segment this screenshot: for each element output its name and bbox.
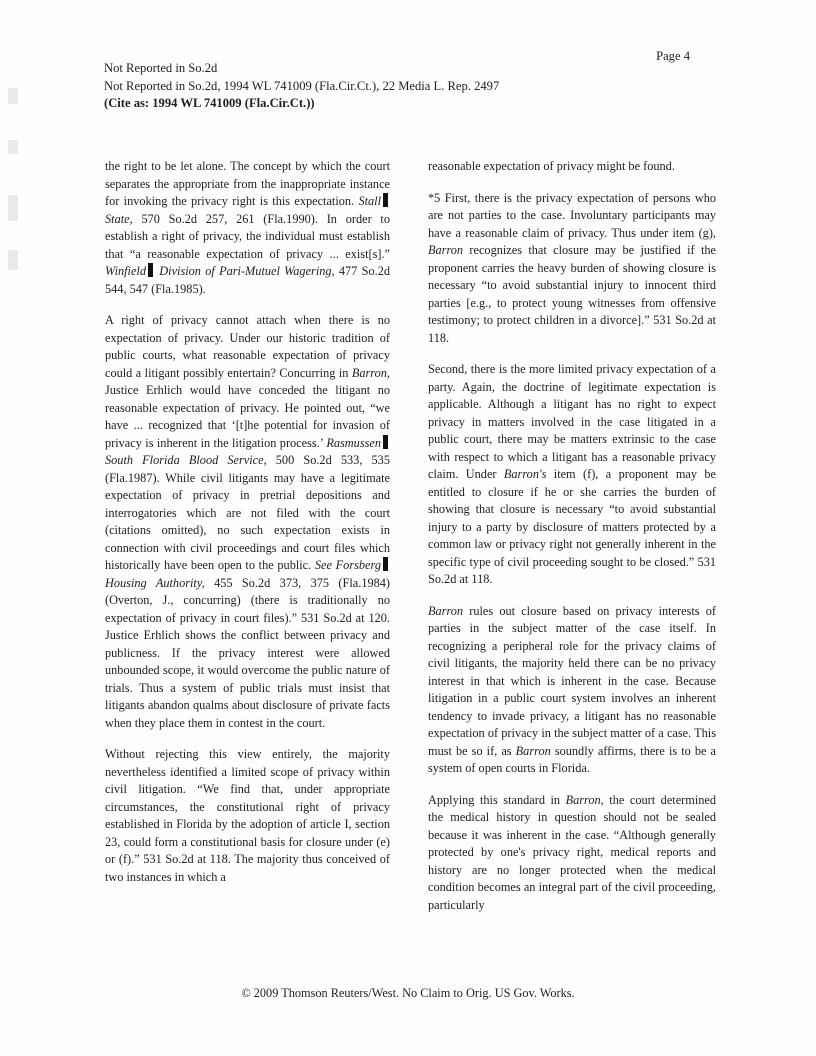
case-citation: See Forsberg [314,558,381,572]
redaction-mark [383,557,388,571]
scan-artifact [8,88,18,104]
paragraph: Second, there is the more limited privacy expectation of a party. Again, the doctrine of legitimate expectation is applicable. Although a litigant has no right to expect privacy in matters involved in the case litigated in a public court, there may be matters extrinsic to the case with respect to which a litigant has a reasonable privacy claim. Under Barron's item (f), a proponent may be entitled to closure if he or she carries the burden of showing that closure is necessary “to avoid substantial injury to a party by disclosure of matters protected by a common law or privacy right not generally inherent in the specific type of civil proceeding sought to be closed.” 531 So.2d at 118. [428,362,716,586]
scan-artifact [8,140,18,154]
case-citation: South Florida Blood Service, [105,453,267,467]
paragraph: A right of privacy cannot attach when there is no expectation of privacy. Under our historic tradition of public courts, what reasonable expectation of privacy could a litigant possibly entertain? Concurring in Barron, Justice Erhlich would have conceded the litigant no reasonable expectation of privacy. He pointed out, “we have ... recognized that ‘[t]he potential for invasion of privacy is inherent in the litigation process.’ Rasmussen South Florida Blood Service, 500 So.2d 533, 535 (Fla.1987). While civil litigants may have a legitimate expectation of privacy in pretrial depositions and interrogatories which are not filed with the court (citations omitted), no such expectation exists in connection with civil proceedings and court files which historically have been open to the public. See Forsberg Housing Authority, 455 So.2d 373, 375 (Fla.1984) (Overton, J., concurring) (there is traditionally no expectation of privacy in court files).” 531 So.2d at 120. Justice Erhlich shows the conflict between privacy and publicness. If the privacy interest were allowed unbounded scope, it would overcome the public nature of trials. Thus a system of public trials must insist that litigants abandon qualms about disclosure of private facts when they place them in contest in the court. [105,313,391,730]
right-column [428,158,716,928]
case-name: Barron [428,603,464,618]
case-citation: Division of Pari-Mutuel Wagering, [155,264,335,278]
header-citation: (Cite as: 1994 WL 741009 (Fla.Cir.Ct.)) [104,96,315,110]
paragraph: *5 First, there is the privacy expectation of persons who are not parties to the case. Involuntary participants may have a reasonable claim of privacy. Thus under item (g), Barron recognizes that closure may be justified if the proponent carries the heavy burden of showing closure is necessary “to avoid substantial injury to innocent third parties [e.g., to protect young witnesses from offensive testimony; to protect children in a divorce].” 531 So.2d at 118. [428,190,716,345]
case-citation: Housing Authority, [105,575,205,590]
case-name: Barron's [503,467,547,481]
paragraph: Applying this standard in Barron, the court determined the medical history in question should not be sealed because it was inherent in the case. “Although generally protected by one's privacy right, medical reports and history are no longer protected when the medical condition becomes an integral part of the civil proceeding, particularly [428,792,716,912]
header-line-2: Not Reported in So.2d, 1994 WL 741009 (Fla.Cir.Ct.), 22 Media L. Rep. 2497 [104,78,500,93]
case-name: Barron [515,743,551,758]
page-number: Page 4 [656,49,690,63]
case-name: Barron [428,243,464,257]
paragraph: the right to be let alone. The concept by which the court separates the appropriate from the inappropriate instance for invoking the privacy right is this expectation. Stall State, 570 So.2d 257, 261 (Fla.1990). In order to establish a right of privacy, the individual must establish that “a reasonable expectation of privacy ... exist[s].” Winfield Division of Pari-Mutuel Wagering, 477 So.2d 544, 547 (Fla.1985). [105,159,391,296]
paragraph: reasonable expectation of privacy might be found. [428,159,675,173]
case-name: Barron, [565,792,604,807]
paragraph: Barron rules out closure based on privacy interests of parties in the subject matter of the case itself. In recognizing a peripheral role for the privacy claims of civil litigants, the majority held there can be no privacy interest in that which is inherent in the case. Because litigation in a public court system involves an inherent tendency to invade privacy, a litigant has no reasonable expectation of privacy in the subject matter of a case. This must be so if, as Barron soundly affirms, there is to be a system of open courts in Florida. [428,603,717,775]
redaction-mark [148,263,153,277]
case-citation: Winfield [105,264,146,278]
header-line-1: Not Reported in So.2d [104,61,218,75]
copyright-footer: © 2009 Thomson Reuters/West. No Claim to Orig. US Gov. Works. [241,986,575,1000]
case-citation: Stall [358,194,381,208]
scan-artifact [8,195,18,221]
scan-artifact [8,250,18,270]
case-citation: Rasmussen [326,435,381,450]
paragraph: Without rejecting this view entirely, the majority nevertheless identified a limited scope of privacy within civil litigation. “We find that, under appropriate circumstances, the constitutional right of privacy established in Florida by the adoption of article I, section 23, could form a constitutional basis for closure under (e) or (f).” 531 So.2d at 118. The majority thus conceived of two instances in which a [105,747,390,884]
redaction-mark [383,193,388,207]
case-name: Barron, [351,365,390,380]
document-header [104,60,499,113]
redaction-mark [383,435,388,449]
left-column [105,158,390,900]
case-citation: State, [105,211,133,226]
